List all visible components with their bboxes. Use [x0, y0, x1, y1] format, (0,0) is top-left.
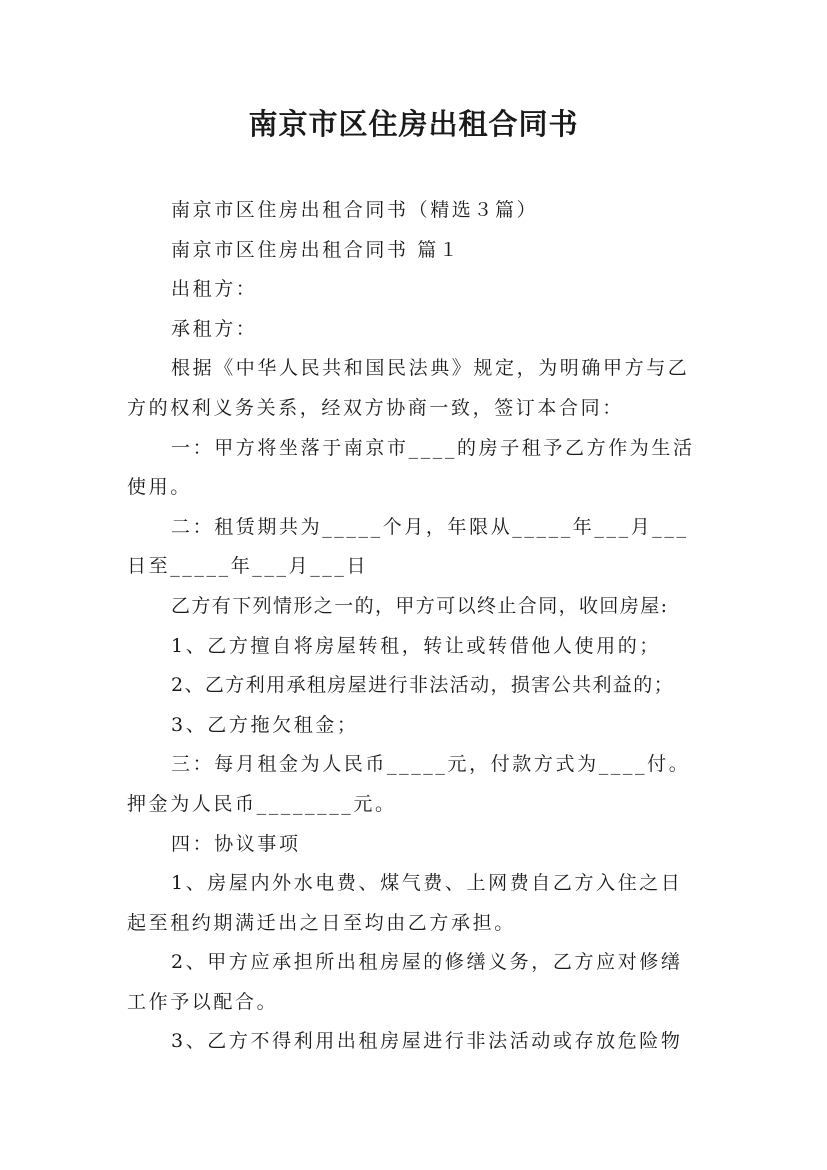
paragraph-termination-intro: 乙方有下列情形之一的，甲方可以终止合同，收回房屋: — [171, 594, 669, 617]
paragraph-lessee: 承租方： — [171, 317, 258, 340]
paragraph-lessor: 出租方： — [171, 278, 258, 301]
paragraph-agreement-item-3: 3、乙方不得利用出租房屋进行非法活动或存放危险物 — [171, 1030, 683, 1053]
paragraph-termination-item-3: 3、乙方拖欠租金； — [171, 713, 359, 736]
paragraph-clause-4-heading: 四：协议事项 — [171, 832, 301, 855]
paragraph-preamble: 根据《中华人民共和国民法典》规定，为明确甲方与乙方的权利义务关系，经双方协商一致，签订本合同： — [127, 357, 690, 419]
paragraph-agreement-item-1: 1、房屋内外水电费、煤气费、上网费自乙方入住之日起至租约期满迁出之日至均由乙方承担。 — [127, 872, 683, 934]
paragraph-termination-item-1: 1、乙方擅自将房屋转租，转让或转借他人使用的； — [171, 634, 661, 657]
paragraph-subtitle: 南京市区住房出租合同书（精选３篇） — [171, 199, 539, 221]
paragraph-agreement-item-2: 2、甲方应承担所出租房屋的修缮义务，乙方应对修缮工作予以配合。 — [127, 951, 683, 1013]
document-body — [127, 191, 727, 1062]
paragraph-clause-3: 三：每月租金为人民币_____元，付款方式为____付。押金为人民币________元。 — [127, 753, 691, 815]
paragraph-clause-1: 一：甲方将坐落于南京市____的房子租予乙方作为生活使用。 — [127, 436, 695, 499]
document-title: 南京市区住房出租合同书 — [248, 107, 579, 141]
paragraph-clause-2: 二：租赁期共为_____个月，年限从_____年___月___日至_____年___月___日 — [127, 515, 689, 578]
paragraph-termination-item-2: 2、乙方利用承租房屋进行非法活动，损害公共利益的； — [171, 674, 675, 697]
paragraph-section-heading: 南京市区住房出租合同书 篇１ — [171, 238, 461, 261]
